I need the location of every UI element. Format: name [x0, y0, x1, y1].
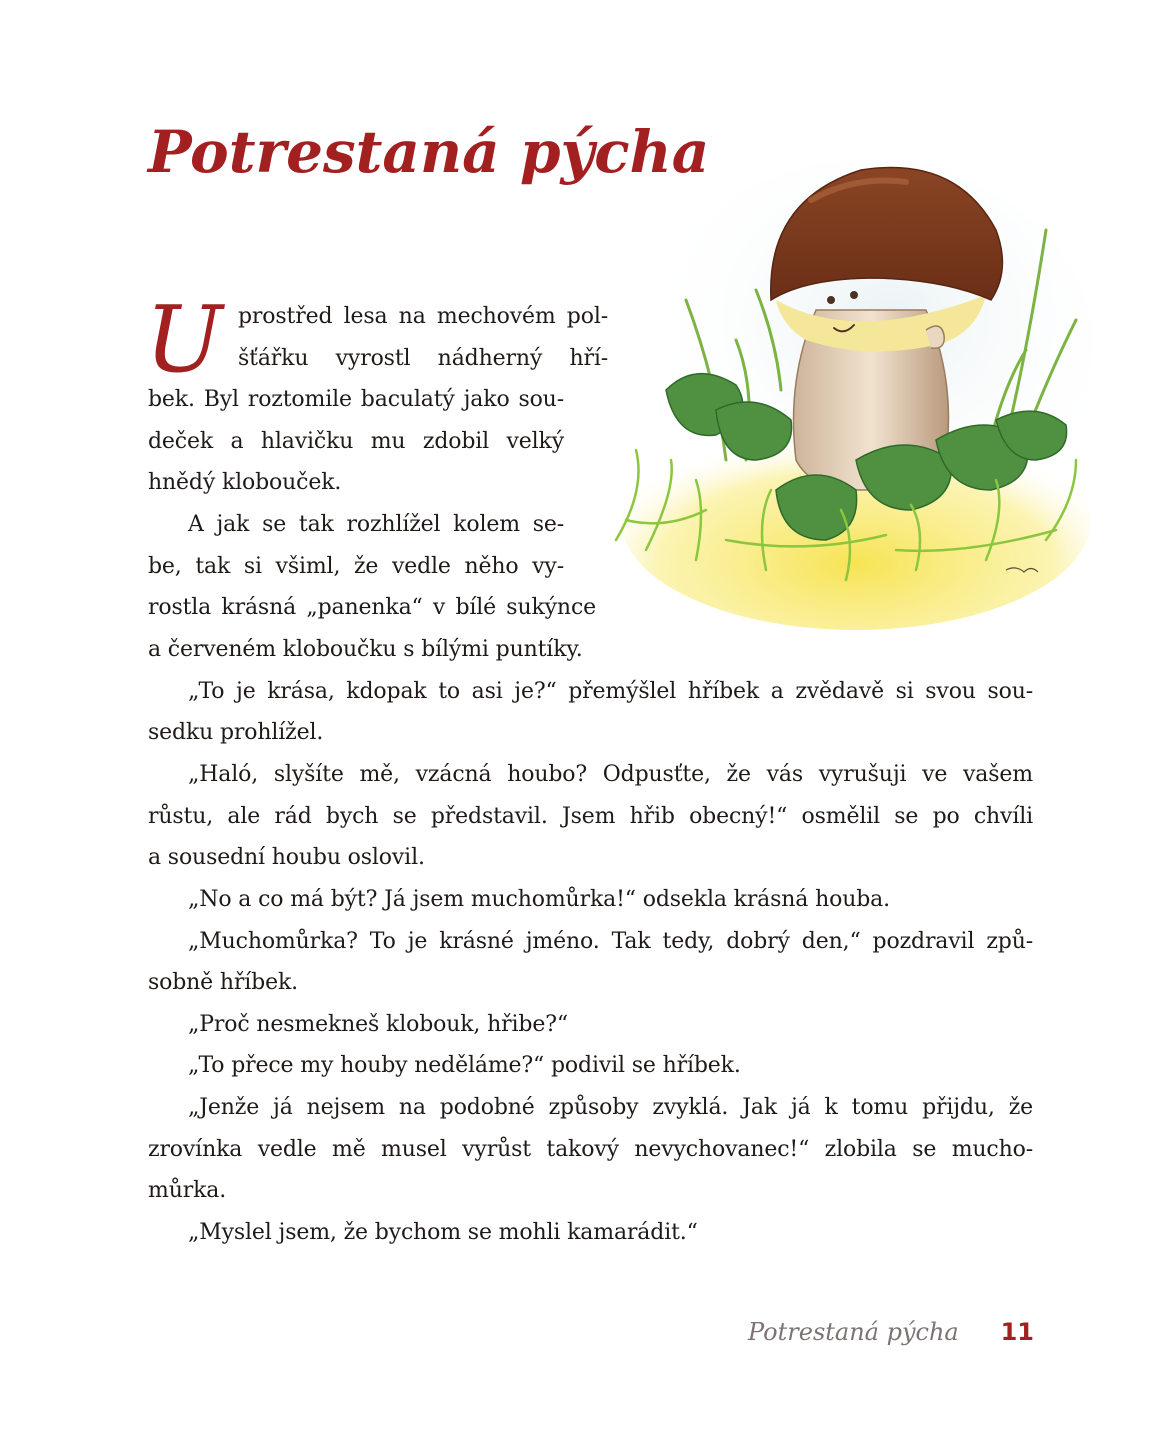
text-line: bek. Byl roztomile baculatý jako sou- [148, 387, 564, 412]
text-line: A jak se tak rozhlížel kolem se- [188, 512, 564, 537]
text-line: sobně hříbek. [148, 970, 298, 995]
text-line: sedku prohlížel. [148, 720, 324, 745]
text-line: „To je krása, kdopak to asi je?“ přemýšlel hříbek a zvědavě si svou sou- [188, 679, 1033, 704]
text-line: můrka. [148, 1178, 227, 1203]
text-line: zrovínka vedle mě musel vyrůst takový nevychovanec!“ zlobila se mucho- [148, 1137, 1033, 1162]
text-line: deček a hlavičku mu zdobil velký [148, 429, 564, 454]
text-line: „Haló, slyšíte mě, vzácná houbo? Odpusťte, že vás vyrušuji ve vašem [188, 762, 1033, 787]
text-line: šťářku vyrostl nádherný hří- [238, 346, 608, 371]
text-line: růstu, ale rád bych se představil. Jsem hřib obecný!“ osmělil se po chvíli [148, 804, 1033, 829]
text-line: prostřed lesa na mechovém pol- [238, 304, 608, 329]
text-line: be, tak si všiml, že vedle něho vy- [148, 554, 564, 579]
page-number: 11 [1000, 1318, 1034, 1346]
text-line: „Myslel jsem, že bychom se mohli kamarádit.“ [188, 1220, 698, 1245]
text-line: „To přece my houby neděláme?“ podivil se hříbek. [188, 1053, 741, 1078]
text-line: a červeném kloboučku s bílými puntíky. [148, 637, 583, 662]
text-line: a sousední houbu oslovil. [148, 845, 425, 870]
text-line: „No a co má být? Já jsem muchomůrka!“ odsekla krásná houba. [188, 887, 890, 912]
text-line: „Proč nesmekneš klobouk, hřibe?“ [188, 1012, 568, 1037]
text-line: „Jenže já nejsem na podobné způsoby zvyklá. Jak já k tomu přijdu, že [188, 1095, 1033, 1120]
text-line: rostla krásná „panenka“ v bílé sukýnce [148, 595, 596, 620]
mushroom-illustration [606, 160, 1092, 630]
text-line: hnědý klobouček. [148, 470, 342, 495]
running-title: Potrestaná pýcha [748, 1318, 959, 1346]
chapter-title: Potrestaná pýcha [148, 118, 710, 186]
text-line: „Muchomůrka? To je krásné jméno. Tak tedy, dobrý den,“ pozdravil způ- [188, 929, 1033, 954]
drop-cap: U [145, 286, 223, 393]
